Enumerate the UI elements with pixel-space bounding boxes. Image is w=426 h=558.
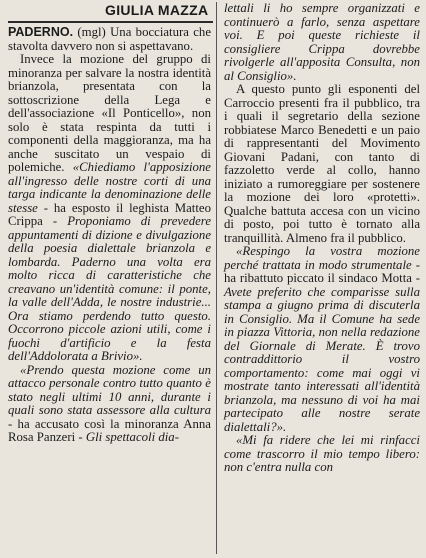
quote-run: Avete preferito che comparisse sulla stampa a giugno prima di discuterla in Consiglio. Ma il Comune ha sede in piazza Vittoria, non nella redazione del Giornale di Merate. È trovo contraddittorio il vostro comportamento: come mai oggi vi mostrate tanto interessati all'identità brianzola, ma nessuno di voi ha mai partecipato alle nostre serate dialettali?». <box>224 284 420 434</box>
paragraph <box>224 83 420 245</box>
quote-run: - Proponiamo di prevedere appuntamenti di dizione e divulgazione della poesia dialettale brianzola e lombarda. Paderno una volta era molto ricca di caratteristiche che creavano un'identità comune: il ponte, la valle dell'Adda, le nostre industrie... Ora stiamo perdendo tutto questo. Occorrono piccole azioni utili, come i fuochi d'artificio e la festa dell'Addolorata a Brivio». <box>8 214 211 363</box>
text-run: - ha accusato così la minoranza Anna Rosa Panzeri - <box>8 416 211 444</box>
header-rule <box>8 21 213 23</box>
dateline: PADERNO. <box>8 25 74 39</box>
paragraph <box>8 364 211 445</box>
byline: GIULIA MAZZA <box>105 2 209 18</box>
paragraph-lead <box>8 26 211 53</box>
paragraph <box>8 53 211 364</box>
lead-text: (mgl) Una bocciatura che stavolta davvero non si aspettavano. <box>8 25 211 53</box>
quote-run: «Prendo questa mozione come un attacco personale contro tutto quanto è stato negli ultimi 10 anni, durante i quali sono stata assessore alla cultura <box>8 362 211 417</box>
quote-run: «Mi fa ridere che lei mi rinfacci come trascorro il mio tempo libero: non c'entra nulla con <box>224 433 420 474</box>
text-run: A questo punto gli esponenti del Carroccio presenti fra il pubblico, tra i quali il segretario della sezione robbiatese Marco Benedetti e un paio di rappresentanti del Movimento Giovani Padani, con tanto di fazzoletto verde al collo, hanno iniziato a rumoreggiare per sostenere la mozione dei loro «protetti». Qualche battuta accesa con un vicino di posto, poi tutto è tornato alla tranquillità. Almeno fra il pubblico. <box>224 82 420 245</box>
text-run: - ha esposto il leghista Matteo Crippa <box>8 200 211 228</box>
quote-run: Gli spettacoli dia- <box>85 430 179 444</box>
quote-run: «Respingo la vostra mozione perché trattata in modo strumentale <box>224 244 420 272</box>
text-run: Invece la mozione del gruppo di minoranza per salvare la nostra identità brianzola, presentata con la sottoscrizione della Lega e dell'associazione «Il Ponticello», non solo è stata respinta da tutti i componenti della maggioranza, ma ha anche suscitato un vespaio di polemiche. <box>8 52 211 174</box>
article-column-left <box>8 26 211 445</box>
paragraph <box>224 245 420 434</box>
column-divider <box>216 2 217 554</box>
paragraph <box>224 434 420 475</box>
paragraph <box>224 2 420 83</box>
article-column-right <box>224 2 420 475</box>
quote-run: lettali li ho sempre organizzati e continuerò a farlo, senza aspettare voi. E poi queste richieste il consigliere Crippa dovrebbe rivolgerle all'apposita Consulta, non al Consiglio». <box>224 1 420 83</box>
quote-run: «Chiediamo l'apposizione all'ingresso delle nostre corti di una targa indicante la denominazione delle stesse <box>8 160 211 215</box>
text-run: - ha ribattuto piccato il sindaco Motta - <box>224 257 420 285</box>
